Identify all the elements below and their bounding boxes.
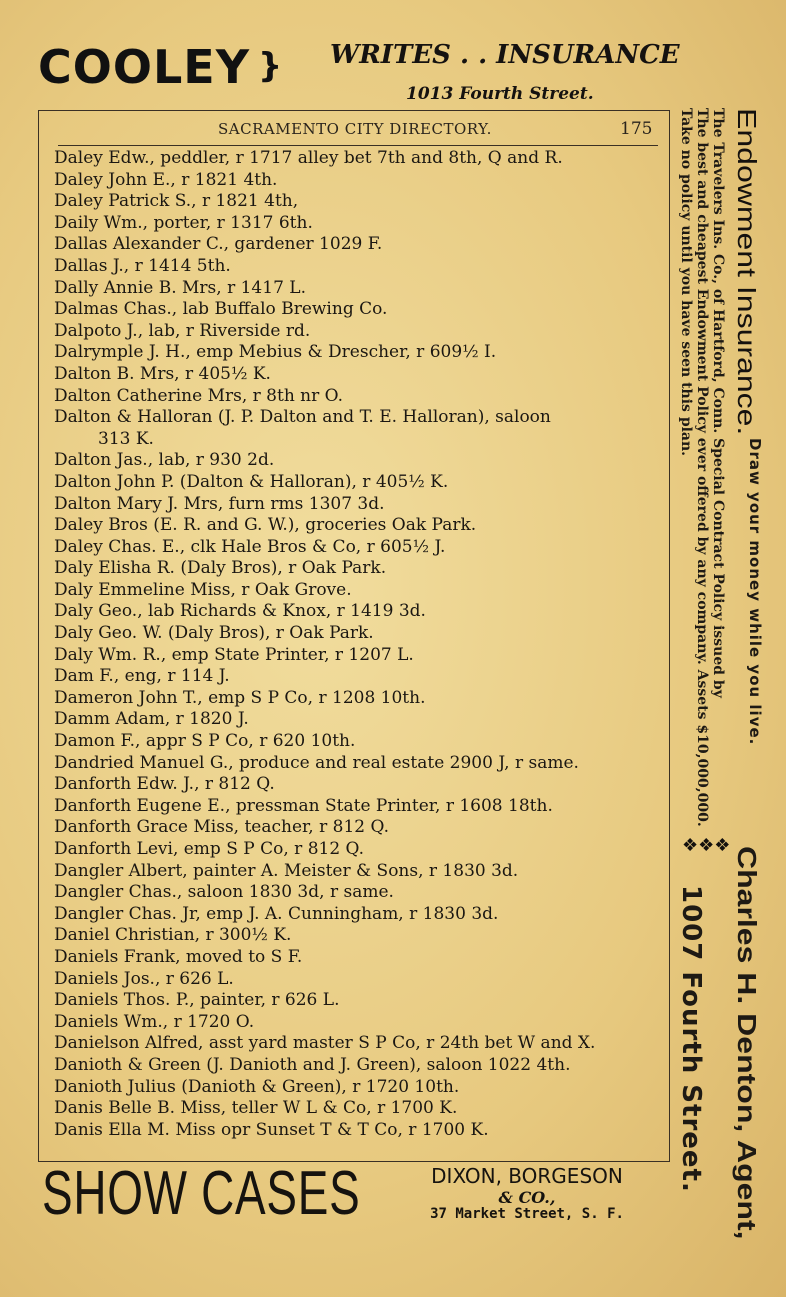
- directory-entry: Daly Geo., lab Richards & Knox, r 1419 3d.: [54, 601, 426, 622]
- directory-entry: Dalton John P. (Dalton & Halloran), r 405½ K.: [54, 471, 449, 492]
- endowment-insurance-heading: Endowment Insurance.: [732, 108, 762, 436]
- directory-entry: Daniels Thos. P., painter, r 626 L.: [54, 990, 340, 1011]
- directory-entry: Daley Chas. E., clk Hale Bros & Co, r 605½ J.: [54, 536, 446, 557]
- brace-ornament: }: [258, 46, 284, 86]
- directory-entry: Dalton B. Mrs, r 405½ K.: [54, 363, 271, 384]
- running-head-title: SACRAMENTO CITY DIRECTORY.: [218, 120, 492, 138]
- directory-entry: Danioth & Green (J. Danioth and J. Green), saloon 1022 4th.: [54, 1054, 571, 1075]
- directory-entry: Danforth Eugene E., pressman State Printer, r 1608 18th.: [54, 795, 553, 816]
- directory-entry: Dangler Chas., saloon 1830 3d, r same.: [54, 882, 394, 903]
- directory-entry: Dallas Alexander C., gardener 1029 F.: [54, 234, 383, 255]
- agent-name: Charles H. Denton, Agent,: [732, 846, 762, 1240]
- directory-entry: Damon F., appr S P Co, r 620 10th.: [54, 731, 356, 752]
- travelers-line-1: The Travelers Ins. Co., of Hartford, Conn. Special Contract Policy issued by: [710, 108, 726, 698]
- directory-entry: Dam F., eng, r 114 J.: [54, 666, 230, 687]
- directory-entry: Danforth Grace Miss, teacher, r 812 Q.: [54, 817, 389, 838]
- travelers-line-3: Take no policy until you have seen this plan.: [678, 108, 694, 457]
- directory-entry: Danis Ella M. Miss opr Sunset T & T Co, r 1700 K.: [54, 1119, 489, 1140]
- directory-entry: Dalpoto J., lab, r Riverside rd.: [54, 320, 311, 341]
- directory-entry: Daily Wm., porter, r 1317 6th.: [54, 212, 313, 233]
- insurance-slogan: WRITES . . INSURANCE: [330, 40, 680, 70]
- directory-entry: Dalton Mary J. Mrs, furn rms 1307 3d.: [54, 493, 385, 514]
- dixon-company: & CO.,: [498, 1188, 556, 1207]
- dixon-firm-name: DIXON, BORGESON: [431, 1164, 623, 1188]
- directory-entry: Dandried Manuel G., produce and real estate 2900 J, r same.: [54, 752, 579, 773]
- directory-entry: 313 K.: [98, 428, 154, 449]
- directory-entry: Daniels Jos., r 626 L.: [54, 968, 234, 989]
- directory-entry: Danielson Alfred, asst yard master S P Co, r 24th bet W and X.: [54, 1033, 596, 1054]
- directory-entry: Dally Annie B. Mrs, r 1417 L.: [54, 277, 306, 298]
- directory-entry: Dameron John T., emp S P Co, r 1208 10th.: [54, 687, 426, 708]
- directory-entry: Daley Bros (E. R. and G. W.), groceries Oak Park.: [54, 515, 477, 536]
- directory-entry: Danforth Levi, emp S P Co, r 812 Q.: [54, 839, 365, 859]
- directory-entry: Danis Belle B. Miss, teller W L & Co, r 1700 K.: [54, 1098, 458, 1119]
- directory-entry: Daley John E., r 1821 4th.: [54, 169, 278, 190]
- directory-entry: Daley Patrick S., r 1821 4th,: [54, 191, 299, 212]
- directory-entry: Dalton Catherine Mrs, r 8th nr O.: [54, 385, 343, 406]
- cooley-name: COOLEY: [38, 40, 251, 94]
- show-cases-advertisement: [40, 1158, 670, 1248]
- show-cases-headline: SHOW CASES: [42, 1159, 361, 1228]
- directory-entry: Danioth Julius (Danioth & Green), r 1720 10th.: [54, 1076, 460, 1097]
- agent-address: 1007 Fourth Street.: [676, 885, 706, 1193]
- directory-entry: Daniels Frank, moved to S F.: [54, 946, 303, 967]
- travelers-insurance-text: [678, 108, 726, 827]
- directory-entries: [54, 148, 660, 1141]
- draw-money-slogan: Draw your money while you live.: [746, 438, 764, 746]
- directory-entry: Dangler Albert, painter A. Meister & Sons, r 1830 3d.: [54, 860, 519, 881]
- directory-entry: Danforth Edw. J., r 812 Q.: [54, 774, 275, 795]
- directory-entry: Daly Elisha R. (Daly Bros), r Oak Park.: [54, 558, 387, 579]
- page-number: 175: [620, 119, 653, 139]
- cooley-brand: [38, 40, 283, 94]
- directory-entry: Dalrymple J. H., emp Mebius & Drescher, r 609½ I.: [54, 342, 497, 363]
- cooley-address: 1013 Fourth Street.: [406, 84, 594, 104]
- directory-entry: Dalton & Halloran (J. P. Dalton and T. E. Halloran), saloon: [54, 407, 551, 428]
- directory-entry: Damm Adam, r 1820 J.: [54, 709, 249, 730]
- directory-entry: Dalton Jas., lab, r 930 2d.: [54, 450, 275, 471]
- travelers-line-2: The best and cheapest Endowment Policy ever offered by any company. Assets $10,000,000.: [694, 108, 710, 827]
- directory-entry: Daly Geo. W. (Daly Bros), r Oak Park.: [54, 623, 374, 644]
- directory-entry: Daniels Wm., r 1720 O.: [54, 1011, 255, 1032]
- directory-entry: Dallas J., r 1414 5th.: [54, 255, 231, 276]
- directory-entry: Dangler Chas. Jr, emp J. A. Cunningham, r 1830 3d.: [54, 903, 499, 924]
- directory-entry: Daly Emmeline Miss, r Oak Grove.: [54, 579, 352, 600]
- header-rule: [58, 145, 658, 146]
- directory-entry: Daniel Christian, r 300½ K.: [54, 925, 292, 946]
- ornament-icon: ❖❖❖: [682, 835, 731, 856]
- dixon-address: 37 Market Street, S. F.: [430, 1206, 624, 1222]
- directory-entry: Daley Edw., peddler, r 1717 alley bet 7th and 8th, Q and R.: [54, 148, 563, 168]
- directory-entry: Dalmas Chas., lab Buffalo Brewing Co.: [54, 299, 388, 320]
- directory-entry: Daly Wm. R., emp State Printer, r 1207 L.: [54, 644, 414, 665]
